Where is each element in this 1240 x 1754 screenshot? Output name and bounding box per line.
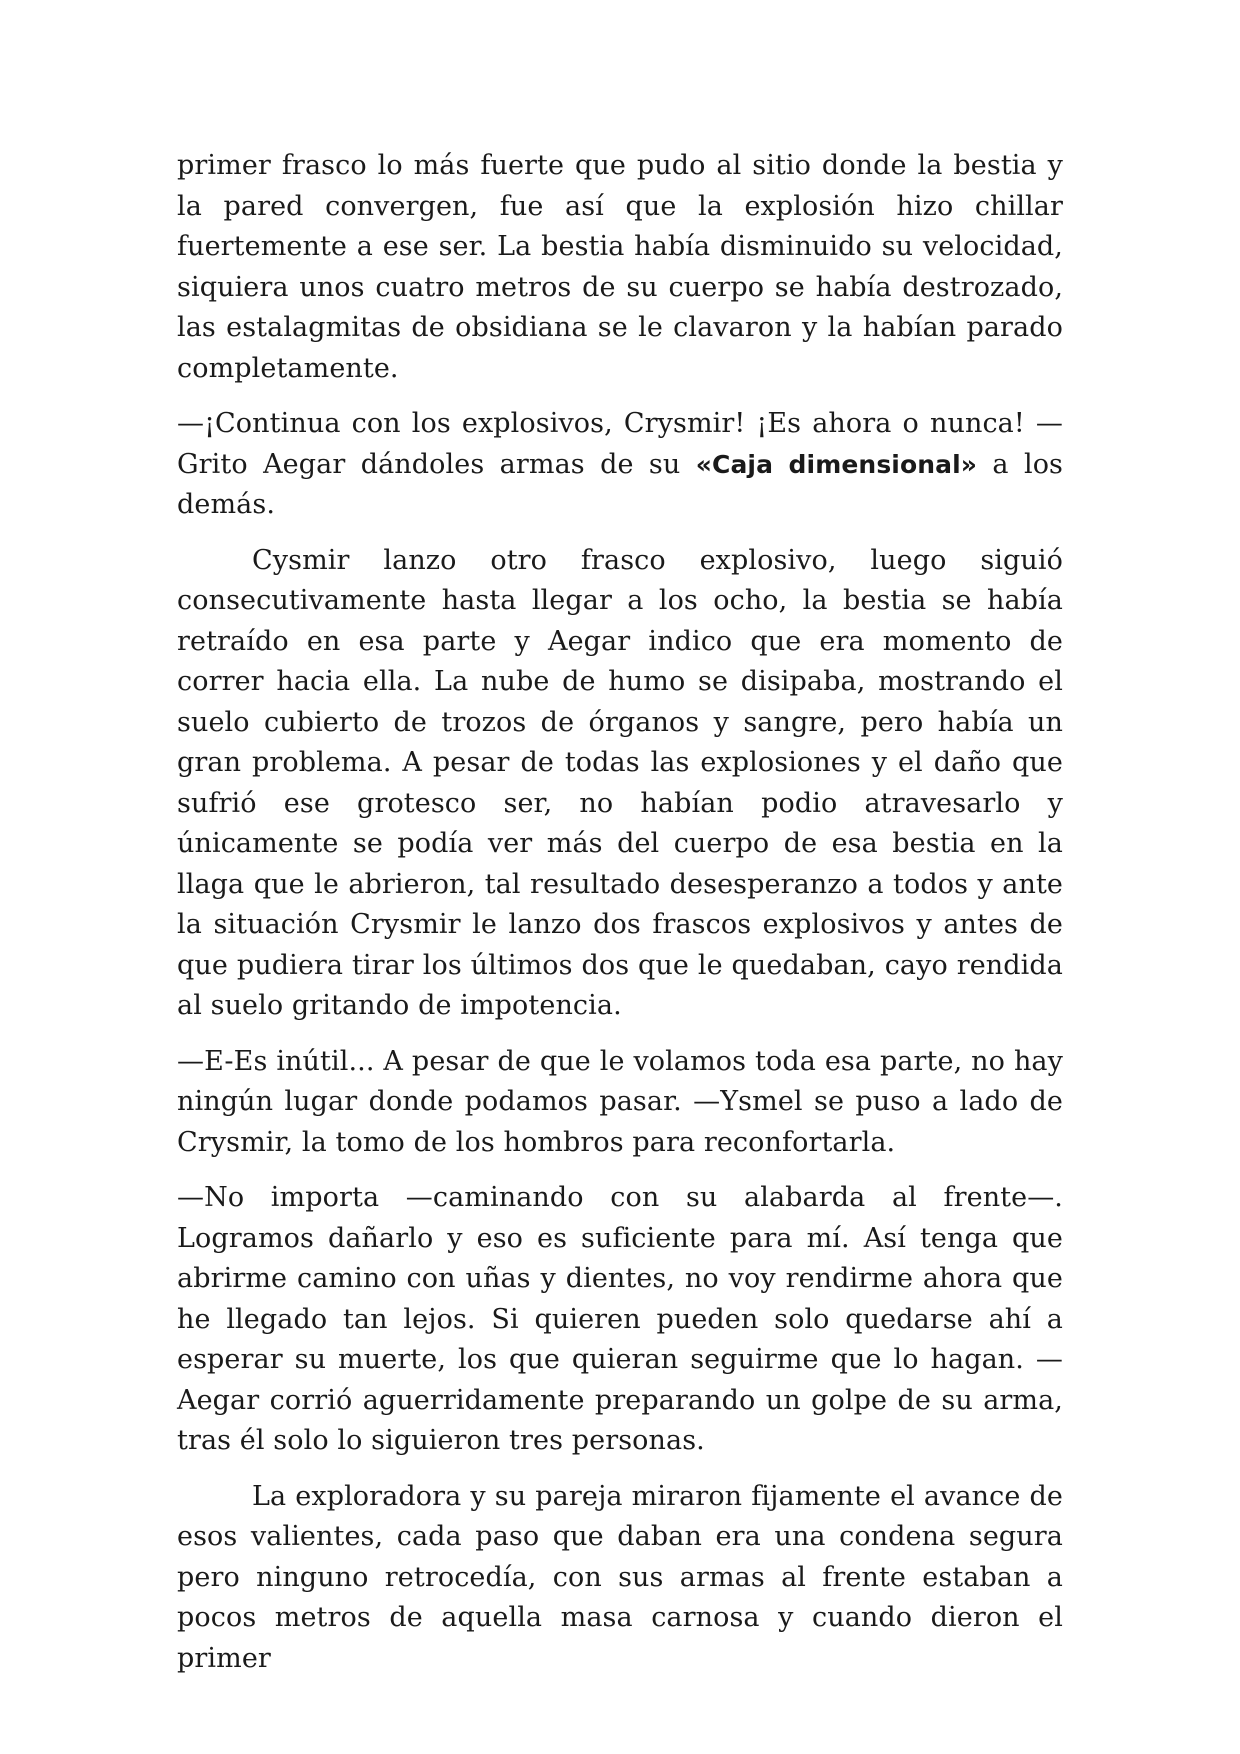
paragraph-3: Cysmir lanzo otro frasco explosivo, luego siguió consecutivamente hasta llegar a los ocho, la bestia se había retraído en esa parte y Aegar indico que era momento de correr hacia ella. La nube de humo se disipaba, mostrando el suelo cubierto de trozos de órganos y sangre, pero había un gran problema. A pesar de todas las explosiones y el daño que sufrió ese grotesco ser, no habían podio atravesarlo y únicamente se podía ver más del cuerpo de esa bestia en la llaga que le abrieron, tal resultado desesperanzo a todos y ante la situación Crysmir le lanzo dos frascos explosivos y antes de que pudiera tirar los últimos dos que le quedaban, cayo rendida al suelo gritando de impotencia. xyxy=(177,544,1063,1021)
paragraph-2 xyxy=(177,404,1063,526)
paragraph-4: —E-Es inútil... A pesar de que le volamos toda esa parte, no hay ningún lugar donde podamos pasar. —Ysmel se puso a lado de Crysmir, la tomo de los hombros para reconfortarla. xyxy=(177,1045,1063,1158)
paragraph-2-text-before: —¡Continua con los explosivos, Crysmir! ¡Es ahora o nunca! —Grito Aegar dándoles armas de su xyxy=(177,408,1063,480)
paragraph-6: La exploradora y su pareja miraron fijamente el avance de esos valientes, cada paso que daban era una condena segura pero ninguno retrocedía, con sus armas al frente estaban a pocos metros de aquella masa carnosa y cuando dieron el primer xyxy=(177,1480,1063,1674)
paragraph-1: primer frasco lo más fuerte que pudo al sitio donde la bestia y la pared convergen, fue así que la explosión hizo chillar fuertemente a ese ser. La bestia había disminuido su velocidad, siquiera unos cuatro metros de su cuerpo se había destrozado, las estalagmitas de obsidiana se le clavaron y la habían parado completamente. xyxy=(177,150,1063,384)
caja-dimensional-term: «Caja dimensional» xyxy=(695,449,978,479)
page-body-text xyxy=(177,146,1063,1679)
paragraph-5: —No importa —caminando con su alabarda al frente—. Logramos dañarlo y eso es suficiente para mí. Así tenga que abrirme camino con uñas y dientes, no voy rendirme ahora que he llegado tan lejos. Si quieren pueden solo quedarse ahí a esperar su muerte, los que quieran seguirme que lo hagan. —Aegar corrió aguerridamente preparando un golpe de su arma, tras él solo lo siguieron tres personas. xyxy=(177,1182,1063,1456)
paragraph-2-text-after: a los demás. xyxy=(177,448,1064,520)
